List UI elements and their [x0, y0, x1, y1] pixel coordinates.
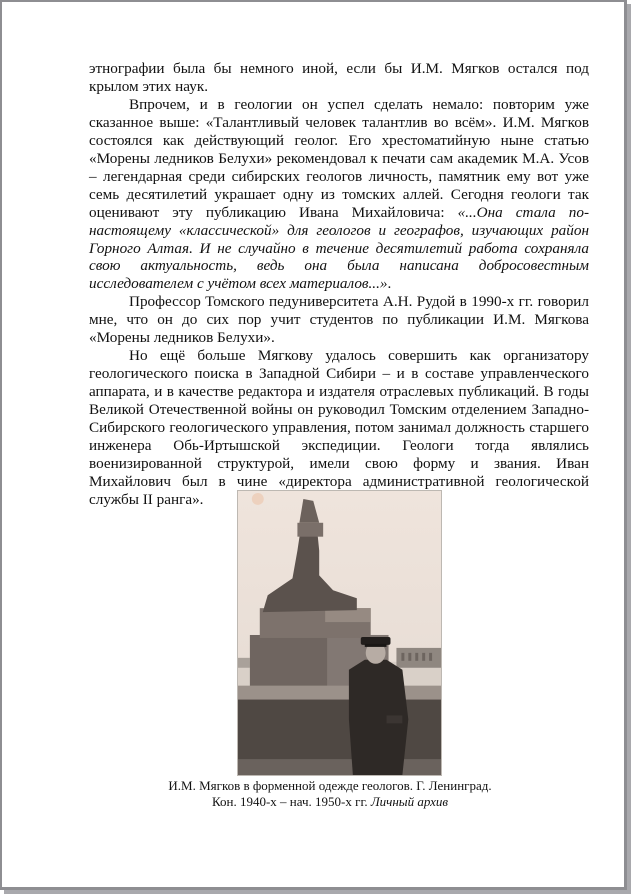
- paragraph-4: [89, 347, 589, 509]
- body-text: [89, 60, 589, 509]
- coat-pocket: [387, 715, 403, 723]
- embankment-top: [238, 686, 441, 700]
- paragraph-text: .: [387, 275, 392, 293]
- quote-text: «...Она стала по-настоящему «классической» для геологов и географов, изучающих район Горного Алтая. И не случайно в течение десятилетий работа сохраняла свою актуальность, ведь она была написана добросовестным исследователем с учётом всех материалов...»: [89, 203, 589, 293]
- photo-stain: [252, 493, 264, 505]
- paragraph-2: [89, 96, 589, 293]
- figure-photo: [237, 490, 442, 776]
- sphinx-headdress: [297, 523, 323, 537]
- far-bank-left: [238, 658, 250, 668]
- embankment-wall: [238, 700, 441, 770]
- paragraph-3: [89, 293, 589, 347]
- caption-line-2: [120, 794, 540, 810]
- caption-source: Личный архив: [370, 794, 448, 809]
- page-shadow-bottom: [4, 890, 631, 894]
- paragraph-text: Профессор Томского педуниверситета А.Н. Рудой в 1990-х гг. говорил мне, что он до сих пор учит студентов по публикации И.М. Мягкова «Морены ледников Белухи».: [89, 293, 589, 347]
- paragraph-1: [89, 60, 589, 96]
- pavement: [238, 759, 441, 775]
- caption-line-1: И.М. Мягков в форменной одежде геологов. Г. Ленинград.: [168, 778, 492, 793]
- photo-illustration: [238, 491, 441, 775]
- paragraph-text: этнографии была бы немного иной, если бы И.М. Мягков остался под крылом этих наук.: [89, 60, 589, 95]
- man-cap-visor: [365, 644, 387, 647]
- man-cap: [361, 637, 391, 645]
- paragraph-text: Впрочем, и в геологии он успел сделать немало: повторим уже сказанное выше: «Талантливый человек талантлив во всём». И.М. Мягков состоялся как действующий геолог. Его хрестоматийную ныне статью «Морены ледников Белухи» рекомендовал к печати сам академик М.А. Усов – легендарная среди сибирских геологов личность, памятник ему вот уже семь десятилетий украшает одну из томских аллей. Сегодня геологи так оценивают эту публикацию Ивана Михайловича:: [89, 95, 589, 221]
- paragraph-text: Но ещё больше Мягкову удалось совершить как организатору геологического поиска в Западной Сибири – и в составе управленческого аппарата, и в качестве редактора и издателя отраслевых публикаций. В годы Великой Отечественной войны он руководил Томским отделением Западно-Сибирского геологического управления, потом занимал должность старшего инженера Обь-Иртышской экспедиции. Геологи тогда являлись военизированной структурой, имели свою форму и звания. Иван Михайлович был в чине «директора административной геологической службы II ранга».: [89, 347, 589, 508]
- figure-caption: [120, 778, 540, 810]
- page-shadow-right: [627, 4, 631, 894]
- caption-date: Кон. 1940-х – нач. 1950-х гг.: [211, 794, 371, 809]
